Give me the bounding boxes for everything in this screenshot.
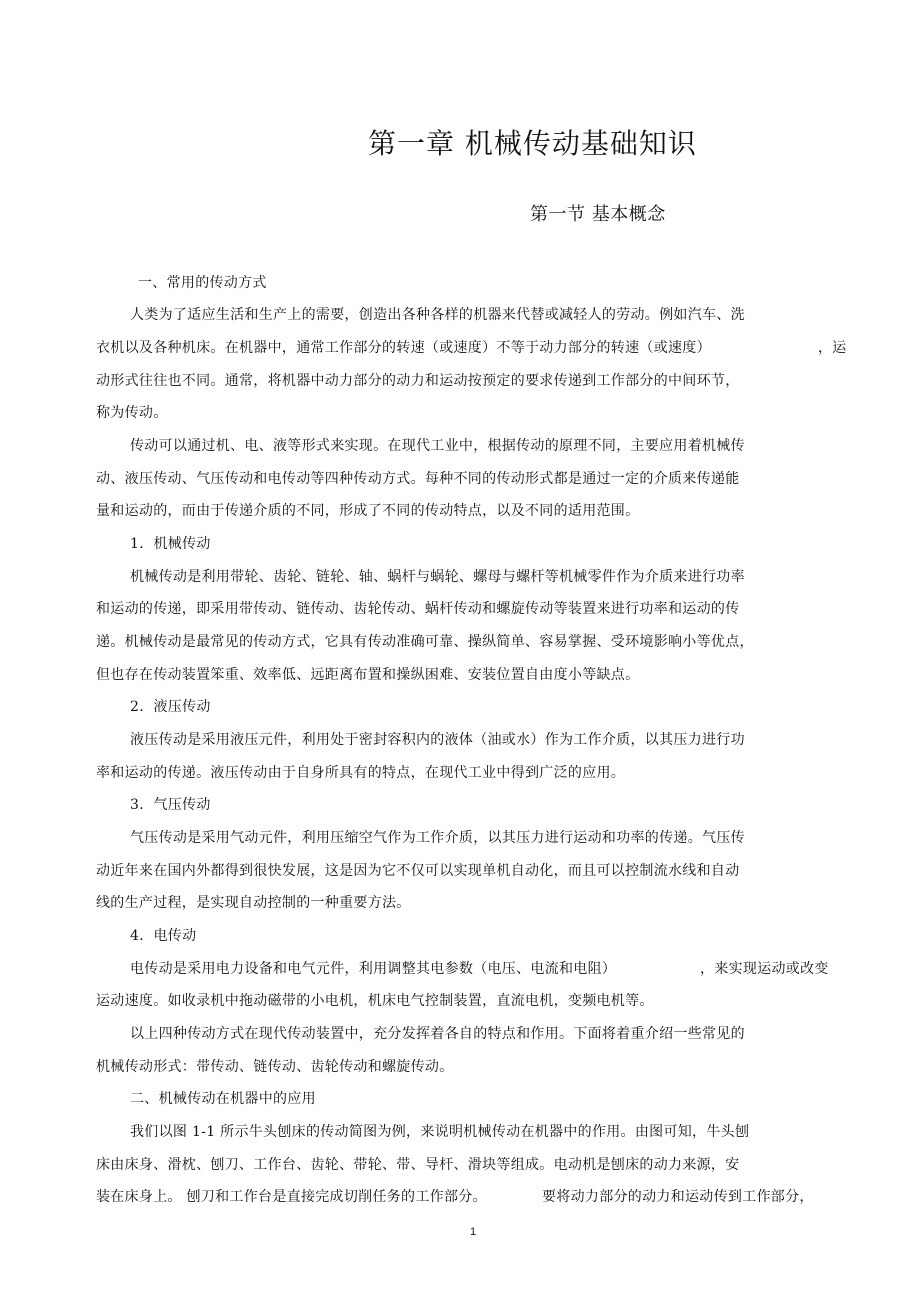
paragraph-line: 装在床身上。 刨刀和工作台是直接完成切削任务的工作部分。 xyxy=(96,1189,487,1205)
paragraph-line: ，运 xyxy=(818,340,847,356)
heading-application: 二、机械传动在机器中的应用 xyxy=(130,1091,316,1107)
heading-transmission-modes: 一、常用的传动方式 xyxy=(138,275,267,291)
paragraph-line: 但也存在传动装置笨重、效率低、远距离布置和操纵困难、安装位置自由度小等缺点。 xyxy=(96,667,640,683)
paragraph-line: 要将动力部分的动力和运动传到工作部分， xyxy=(542,1189,814,1205)
paragraph-line: 床由床身、滑枕、刨刀、工作台、齿轮、带轮、带、导杆、滑块等组成。电动机是刨床的动力来源，安 xyxy=(96,1157,740,1173)
paragraph-line: 动、液压传动、气压传动和电传动等四种传动方式。每种不同的传动形式都是通过一定的介质来传递能 xyxy=(96,471,740,487)
paragraph-line: 人类为了适应生活和生产上的需要，创造出各种各样的机器来代替或减轻人的劳动。例如汽车、洗 xyxy=(130,307,745,323)
paragraph-line: 线的生产过程，是实现自动控制的一种重要方法。 xyxy=(96,895,411,911)
paragraph-line: 动近年来在国内外都得到很快发展，这是因为它不仅可以实现单机自动化，而且可以控制流水线和自动 xyxy=(96,863,740,879)
paragraph-line: 递。机械传动是最常见的传动方式，它具有传动准确可靠、操纵简单、容易掌握、受环境影响小等优点， xyxy=(96,634,754,650)
paragraph-line: 量和运动的，而由于传递介质的不同，形成了不同的传动特点，以及不同的适用范围。 xyxy=(96,503,640,519)
paragraph-line: 率和运动的传递。液压传动由于自身所具有的特点，在现代工业中得到广泛的应用。 xyxy=(96,765,626,781)
page-number: 1 xyxy=(470,1226,477,1238)
paragraph-line: 液压传动是采用液压元件，利用处于密封容积内的液体（油或水）作为工作介质，以其压力进行功 xyxy=(130,732,745,748)
subheading-pneumatic: 3．气压传动 xyxy=(130,797,211,813)
paragraph-line: 机械传动形式：带传动、链传动、齿轮传动和螺旋传动。 xyxy=(96,1059,454,1075)
paragraph-line: 称为传动。 xyxy=(96,405,168,421)
section-title: 第一节 基本概念 xyxy=(530,204,666,225)
paragraph-line: 气压传动是采用气动元件，利用压缩空气作为工作介质，以其压力进行运动和功率的传递。气压传 xyxy=(130,830,745,846)
paragraph-line: 动形式往往也不同。通常，将机器中动力部分的动力和运动按预定的要求传递到工作部分的中间环节， xyxy=(96,373,740,389)
paragraph-line: 电传动是采用电力设备和电气元件，利用调整其电参数（电压、电流和电阻） xyxy=(130,961,617,977)
paragraph-line: 机械传动是利用带轮、齿轮、链轮、轴、蜗杆与蜗轮、螺母与螺杆等机械零件作为介质来进行功率 xyxy=(130,569,745,585)
paragraph-line: ，来实现运动或改变 xyxy=(700,961,829,977)
subheading-hydraulic: 2．液压传动 xyxy=(130,699,211,715)
paragraph-line: 传动可以通过机、电、液等形式来实现。在现代工业中，根据传动的原理不同，主要应用着机械传 xyxy=(130,438,745,454)
subheading-mechanical: 1．机械传动 xyxy=(130,536,211,552)
paragraph-line: 我们以图 1-1 所示牛头刨床的传动简图为例，来说明机械传动在机器中的作用。由图可知，牛头刨 xyxy=(130,1124,750,1140)
paragraph-line: 运动速度。如收录机中拖动磁带的小电机，机床电气控制装置，直流电机，变频电机等。 xyxy=(96,993,654,1009)
subheading-electric: 4．电传动 xyxy=(130,928,197,944)
chapter-title: 第一章 机械传动基础知识 xyxy=(368,127,697,160)
paragraph-line: 以上四种传动方式在现代传动装置中，充分发挥着各自的特点和作用。下面将着重介绍一些常见的 xyxy=(130,1026,745,1042)
paragraph-line: 和运动的传递，即采用带传动、链传动、齿轮传动、蜗杆传动和螺旋传动等装置来进行功率和运动的传 xyxy=(96,601,740,617)
paragraph-line: 衣机以及各种机床。在机器中，通常工作部分的转速（或速度）不等于动力部分的转速（或速度） xyxy=(96,340,711,356)
